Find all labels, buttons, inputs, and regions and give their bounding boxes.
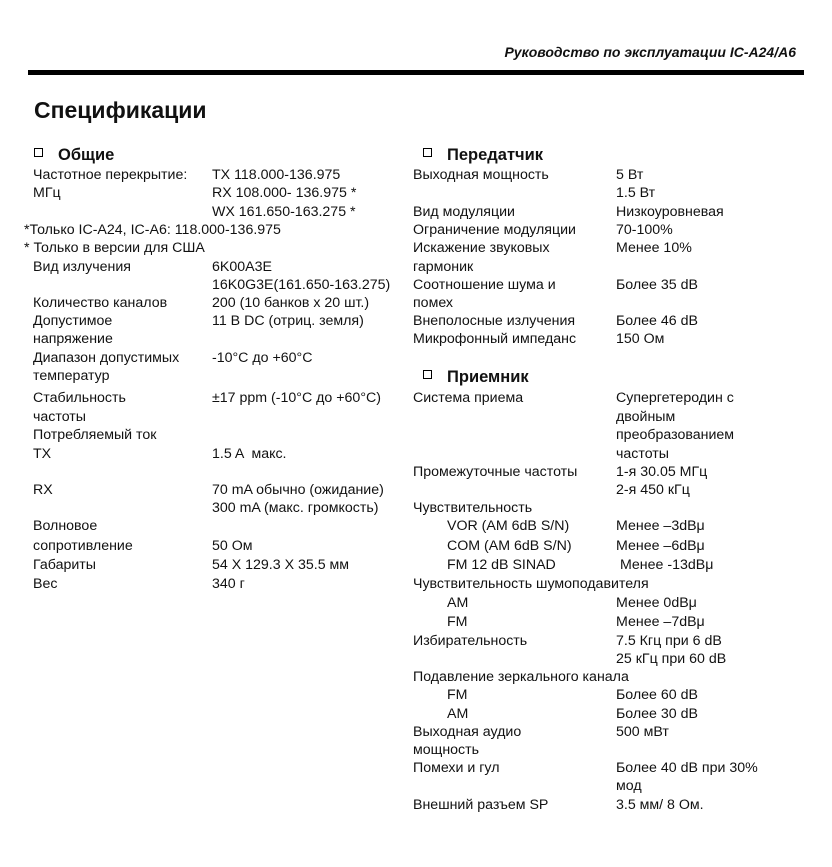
spec-label: Система приема	[413, 390, 524, 406]
header-rule	[28, 70, 804, 75]
spec-value: мод	[616, 778, 642, 794]
spec-value: Менее –3dBμ	[616, 518, 705, 534]
spec-label: МГц	[33, 185, 61, 201]
spec-label: Чувствительность	[413, 500, 533, 516]
spec-value: 150 Ом	[616, 331, 665, 347]
spec-value: Более 40 dB при 30%	[616, 760, 758, 776]
spec-label: Габариты	[33, 557, 96, 573]
spec-value: 50 Ом	[212, 538, 253, 554]
spec-label: FM	[447, 687, 468, 703]
spec-label: Частотное перекрытие:	[33, 167, 188, 183]
spec-value: WX 161.650-163.275 *	[212, 204, 356, 220]
section-heading-transmitter: Передатчик	[423, 146, 543, 165]
spec-value: 25 кГц при 60 dB	[616, 651, 727, 667]
spec-label: Вид излучения	[33, 259, 131, 275]
checkbox-bullet-icon	[34, 148, 43, 157]
spec-label: Чувствительность шумоподавителя	[413, 576, 649, 592]
spec-value: -10°C до +60°C	[212, 350, 313, 366]
spec-label: Выходная аудио	[413, 724, 522, 740]
spec-label: Промежуточные частоты	[413, 464, 578, 480]
spec-label: мощность	[413, 742, 480, 758]
spec-value: 6K00A3E	[212, 259, 272, 275]
spec-value: Менее -13dBμ	[616, 557, 714, 573]
spec-label: Вид модуляции	[413, 204, 515, 220]
checkbox-bullet-icon	[423, 370, 432, 379]
spec-value: Супергетеродин с	[616, 390, 734, 406]
spec-value: 70-100%	[616, 222, 673, 238]
spec-label: Подавление зеркального канала	[413, 669, 629, 685]
spec-label: Внешний разъем SP	[413, 797, 549, 813]
spec-label: частоты	[33, 409, 86, 425]
spec-label: Искажение звуковых	[413, 240, 550, 256]
spec-value: ±17 ppm (-10°C до +60°C)	[212, 390, 381, 406]
section-heading-general: Общие	[34, 146, 114, 165]
spec-label: напряжение	[33, 331, 113, 347]
spec-label: Соотношение шума и	[413, 277, 556, 293]
spec-value: Более 30 dB	[616, 706, 698, 722]
spec-label: FM 12 dB SINAD	[447, 557, 556, 573]
spec-value: Более 60 dB	[616, 687, 698, 703]
spec-value: 54 X 129.3 X 35.5 мм	[212, 557, 350, 573]
spec-value: 1.5 A макс.	[212, 446, 287, 462]
spec-value: 340 г	[212, 576, 245, 592]
spec-label: сопротивление	[33, 538, 133, 554]
spec-value: TX 118.000-136.975	[212, 167, 341, 183]
spec-value: RX 108.000- 136.975 *	[212, 185, 357, 201]
spec-label: VOR (AM 6dB S/N)	[447, 518, 570, 534]
spec-label: Волновое	[33, 518, 98, 534]
spec-value: Менее –6dBμ	[616, 538, 705, 554]
spec-label: Помехи и гул	[413, 760, 500, 776]
spec-value: 200 (10 банков х 20 шт.)	[212, 295, 370, 311]
spec-value: Низкоуровневая	[616, 204, 724, 220]
spec-label: Вес	[33, 576, 58, 592]
spec-label: Стабильность	[33, 390, 126, 406]
spec-label: Потребляемый ток	[33, 427, 157, 443]
spec-value: преобразованием	[616, 427, 735, 443]
spec-label: Количество каналов	[33, 295, 168, 311]
page-title: Спецификации	[34, 97, 207, 123]
spec-value: 11 В DC (отриц. земля)	[212, 313, 364, 329]
spec-label: Избирательность	[413, 633, 528, 649]
spec-value: Более 35 dB	[616, 277, 698, 293]
spec-value: 1.5 Вт	[616, 185, 656, 201]
spec-label: *Только IC-A24, IC-A6: 118.000-136.975	[24, 222, 281, 238]
spec-label: Диапазон допустимых	[33, 350, 180, 366]
spec-value: двойным	[616, 409, 676, 425]
spec-label: AM	[447, 595, 469, 611]
spec-value: 3.5 мм/ 8 Ом.	[616, 797, 704, 813]
spec-value: 300 mA (макс. громкость)	[212, 500, 379, 516]
spec-value: 1-я 30.05 МГц	[616, 464, 708, 480]
spec-value: частоты	[616, 446, 669, 462]
spec-label: RX	[33, 482, 53, 498]
spec-value: 2-я 450 кГц	[616, 482, 690, 498]
spec-label: гармоник	[413, 259, 474, 275]
spec-value: 70 mA обычно (ожидание)	[212, 482, 384, 498]
spec-label: AM	[447, 706, 469, 722]
spec-value: Менее –7dBμ	[616, 614, 705, 630]
spec-value: 500 мВт	[616, 724, 669, 740]
header-title: Руководство по эксплуатации IC-A24/A6	[504, 44, 796, 60]
spec-label: Допустимое	[33, 313, 113, 329]
spec-label: Выходная мощность	[413, 167, 549, 183]
spec-label: TX	[33, 446, 52, 462]
spec-value: 16K0G3E(161.650-163.275)	[212, 277, 391, 293]
section-heading-receiver: Приемник	[423, 368, 529, 387]
spec-label: помех	[413, 295, 453, 311]
spec-label: температур	[33, 368, 110, 384]
spec-label: * Только в версии для США	[24, 240, 205, 256]
spec-label: Ограничение модуляции	[413, 222, 576, 238]
checkbox-bullet-icon	[423, 148, 432, 157]
spec-label: FM	[447, 614, 468, 630]
spec-label: COM (AM 6dB S/N)	[447, 538, 572, 554]
spec-value: 7.5 Кгц при 6 dB	[616, 633, 722, 649]
spec-value: Менее 10%	[616, 240, 692, 256]
spec-value: Менее 0dBμ	[616, 595, 697, 611]
spec-value: 5 Вт	[616, 167, 644, 183]
spec-label: Микрофонный импеданс	[413, 331, 577, 347]
spec-value: Более 46 dB	[616, 313, 698, 329]
spec-label: Внеполосные излучения	[413, 313, 576, 329]
